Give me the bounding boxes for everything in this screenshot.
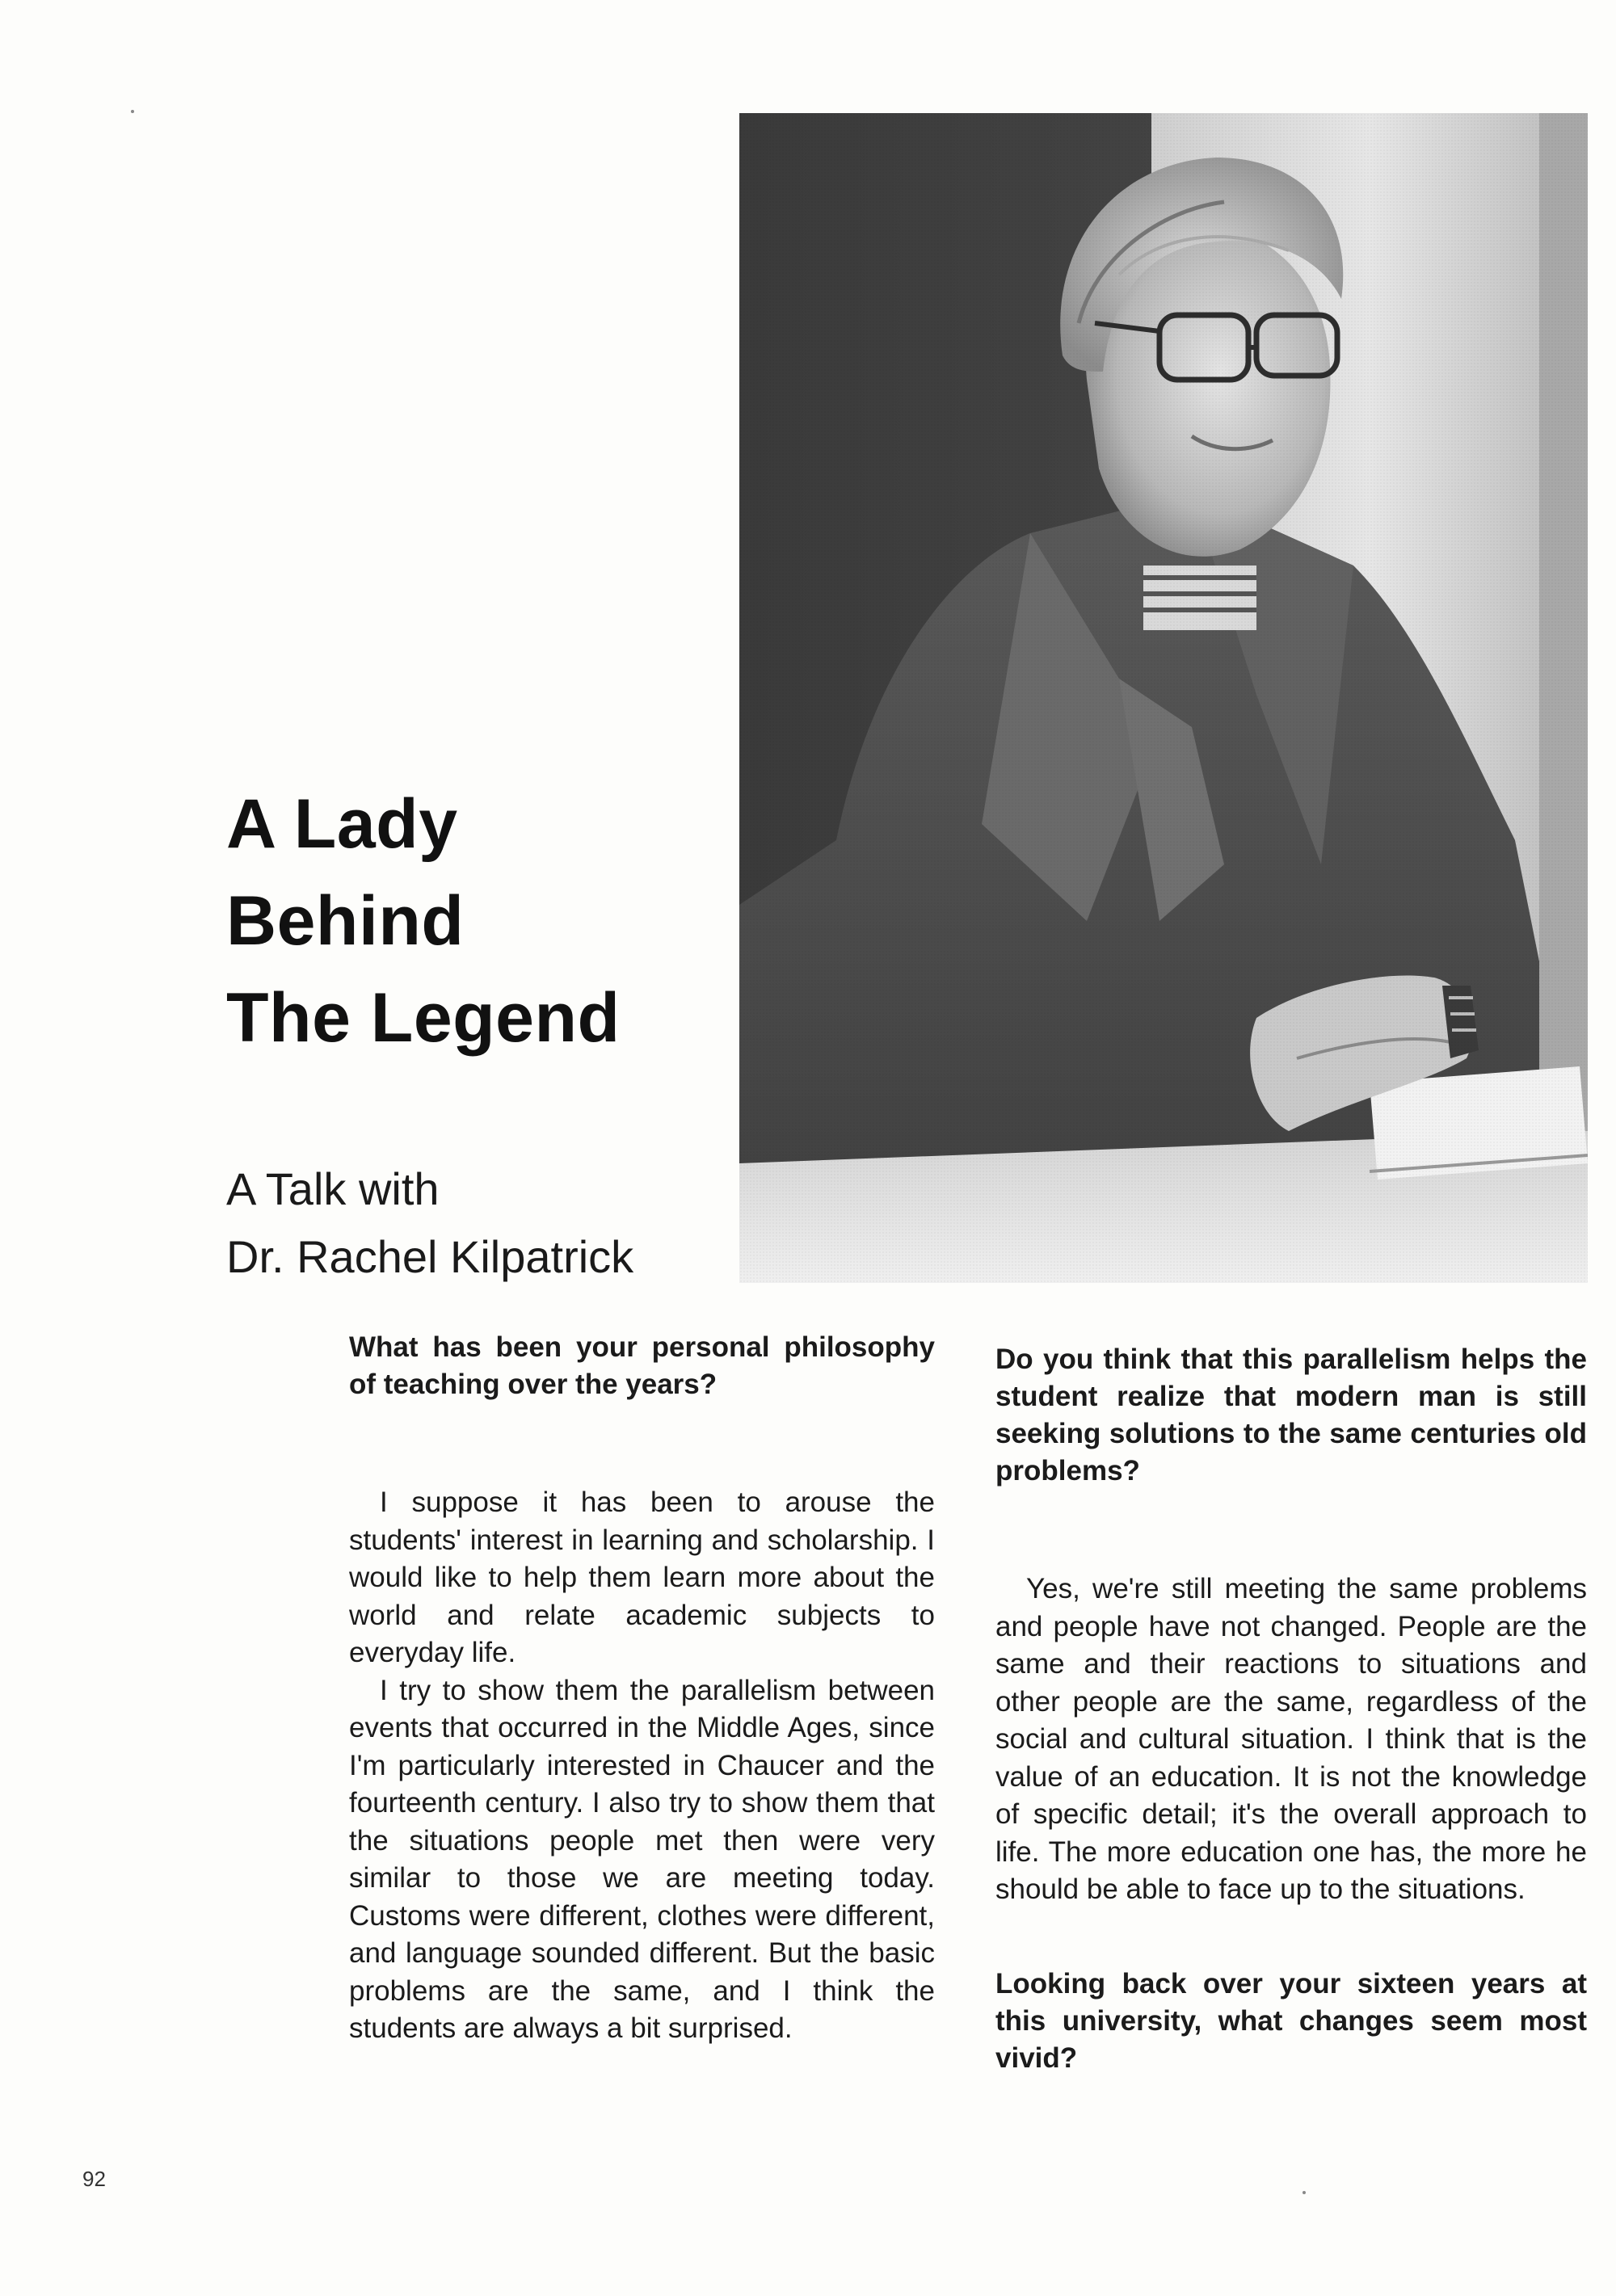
interview-question: Do you think that this parallelism helps the student realize that modern man is still seeking solutions to the same centuries old problems? [995,1344,1587,1487]
page-number: 92 [82,2167,106,2191]
interview-answer-paragraph: I try to show them the parallelism between events that occurred in the Middle Ages, since I'm particularly interested in Chaucer and the fourteenth century. I also try to show them that the situations people met then were very similar to those we are meeting today. Customs were different, clothes were different, and language sounded different. But the basic problems are the same, and I think the students are always a bit surprised. [349,1674,935,2044]
interview-answer-paragraph: Yes, we're still meeting the same problems and people have not changed. People are the same and their reactions to situations and other people are the same, regardless of the social and cultural situation. I think that is the value of an education. It is not the knowledge of specific detail; it's the overall approach to life. The more education one has, the more he should be able to face up to the situations. [995,1573,1587,1905]
portrait-image [739,113,1588,1283]
print-speck [131,110,134,113]
interview-question: Looking back over your sixteen years at this university, what changes seem most vivid? [995,1967,1587,2074]
interview-question: What has been your personal philosophy of teaching over the years? [349,1331,935,1400]
article-title-line: Behind [226,882,465,960]
right-column [995,1341,1587,2077]
article-subtitle-line: Dr. Rachel Kilpatrick [226,1231,634,1282]
article-subtitle-line: A Talk with [226,1163,440,1214]
article-title-line: A Lady [226,785,458,863]
article-title [226,776,711,1066]
interview-answer-paragraph: I suppose it has been to arouse the students' interest in learning and scholarship. I would like to help them learn more about the world and relate academic subjects to everyday life. [349,1487,935,1668]
portrait-photo [739,113,1588,1283]
article-title-line: The Legend [226,979,621,1057]
print-speck [1302,2191,1306,2194]
left-column [349,1329,935,2048]
article-subtitle [226,1155,727,1291]
